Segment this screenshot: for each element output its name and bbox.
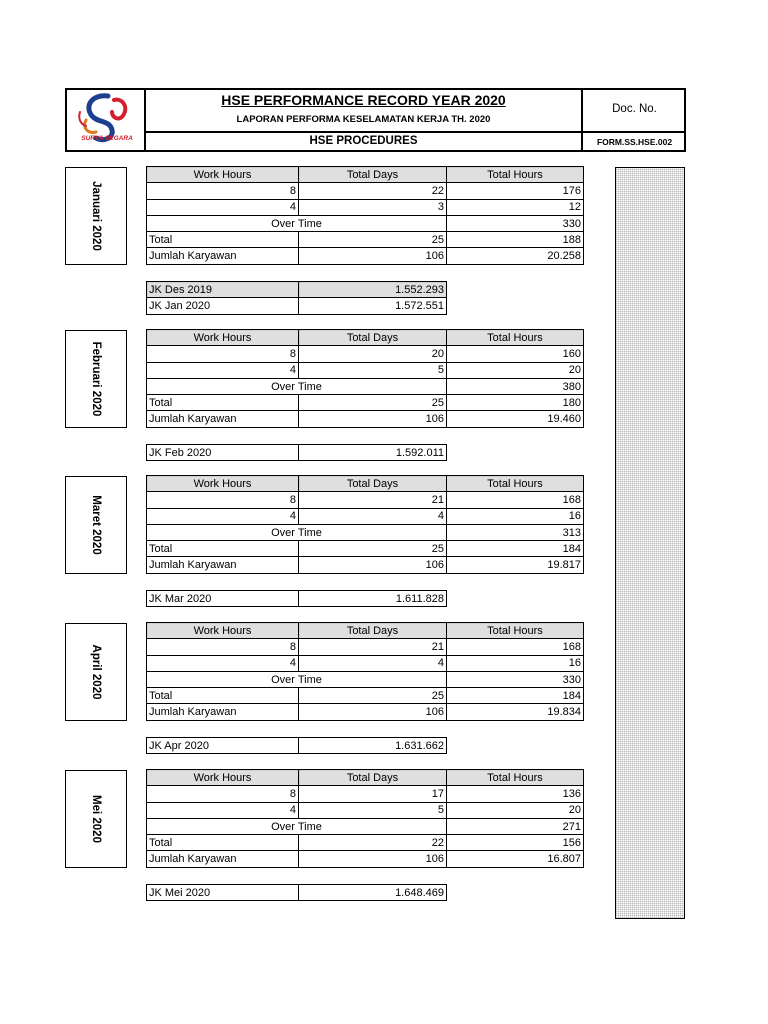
company-logo	[70, 90, 142, 148]
total-hours-value: 184	[447, 541, 584, 557]
total-days-value: 25	[299, 541, 447, 557]
total-row	[147, 688, 584, 704]
table-cell: 5	[299, 802, 447, 818]
table-header-row	[147, 623, 584, 639]
table-cell: 5	[299, 362, 447, 378]
month-label-box	[65, 330, 127, 428]
column-header: Work Hours	[147, 330, 299, 346]
table-cell: 17	[299, 786, 447, 802]
over-time-value: 313	[447, 524, 584, 540]
table-cell: 4	[147, 655, 299, 671]
jk-table	[146, 737, 447, 754]
jk-row	[147, 298, 447, 314]
jk-table	[146, 884, 447, 901]
employees-count: 106	[299, 557, 447, 573]
table-row	[147, 655, 584, 671]
jk-label: JK Apr 2020	[147, 738, 299, 754]
over-time-label: Over Time	[147, 378, 447, 394]
column-header: Work Hours	[147, 167, 299, 183]
jk-value: 1.572.551	[299, 298, 447, 314]
over-time-label: Over Time	[147, 818, 447, 834]
table-cell: 8	[147, 639, 299, 655]
table-cell: 16	[447, 508, 584, 524]
hours-table	[146, 166, 584, 265]
total-days-value: 25	[299, 232, 447, 248]
month-label-box	[65, 623, 127, 721]
table-cell: 168	[447, 492, 584, 508]
table-header-row	[147, 770, 584, 786]
column-header: Total Hours	[447, 770, 584, 786]
total-label: Total	[147, 232, 299, 248]
employees-row	[147, 248, 584, 264]
page-subtitle: LAPORAN PERFORMA KESELAMATAN KERJA TH. 2020	[236, 114, 491, 125]
total-days-value: 22	[299, 835, 447, 851]
column-header: Total Hours	[447, 623, 584, 639]
form-number: FORM.SS.HSE.002	[596, 137, 673, 147]
table-cell: 20	[447, 802, 584, 818]
month-label: Januari 2020	[90, 181, 102, 251]
jk-label: JK Mei 2020	[147, 885, 299, 901]
employee-hours-value: 19.834	[447, 704, 584, 720]
employees-count: 106	[299, 704, 447, 720]
table-cell: 20	[299, 346, 447, 362]
total-hours-value: 180	[447, 395, 584, 411]
employees-row	[147, 411, 584, 427]
jk-label: JK Des 2019	[147, 282, 299, 298]
over-time-row	[147, 378, 584, 394]
table-row	[147, 786, 584, 802]
over-time-value: 330	[447, 671, 584, 687]
table-cell: 8	[147, 346, 299, 362]
table-cell: 4	[147, 199, 299, 215]
side-shaded-column	[615, 167, 685, 919]
hours-table	[146, 475, 584, 574]
table-cell: 21	[299, 639, 447, 655]
total-label: Total	[147, 541, 299, 557]
employees-label: Jumlah Karyawan	[147, 557, 299, 573]
over-time-row	[147, 671, 584, 687]
jk-row	[147, 591, 447, 607]
employees-count: 106	[299, 411, 447, 427]
table-cell: 20	[447, 362, 584, 378]
employee-hours-value: 20.258	[447, 248, 584, 264]
total-row	[147, 541, 584, 557]
employees-label: Jumlah Karyawan	[147, 248, 299, 264]
table-row	[147, 802, 584, 818]
table-cell: 22	[299, 183, 447, 199]
over-time-row	[147, 215, 584, 231]
total-hours-value: 188	[447, 232, 584, 248]
jk-table	[146, 590, 447, 607]
month-label-box	[65, 167, 127, 265]
over-time-value: 330	[447, 215, 584, 231]
over-time-value: 271	[447, 818, 584, 834]
table-row	[147, 183, 584, 199]
table-header-row	[147, 330, 584, 346]
table-cell: 4	[147, 802, 299, 818]
column-header: Total Days	[299, 330, 447, 346]
table-cell: 3	[299, 199, 447, 215]
table-cell: 8	[147, 492, 299, 508]
jk-value: 1.648.469	[299, 885, 447, 901]
table-cell: 176	[447, 183, 584, 199]
jk-value: 1.592.011	[299, 445, 447, 461]
month-label: Mei 2020	[90, 795, 102, 843]
header-divider	[145, 131, 686, 133]
table-cell: 16	[447, 655, 584, 671]
total-label: Total	[147, 395, 299, 411]
total-label: Total	[147, 688, 299, 704]
column-header: Total Hours	[447, 330, 584, 346]
over-time-label: Over Time	[147, 671, 447, 687]
table-cell: 21	[299, 492, 447, 508]
table-cell: 136	[447, 786, 584, 802]
logo-text: SURYA SEGARA	[81, 135, 133, 142]
total-days-value: 25	[299, 688, 447, 704]
table-cell: 4	[299, 508, 447, 524]
jk-row	[147, 282, 447, 298]
column-header: Total Days	[299, 476, 447, 492]
table-row	[147, 346, 584, 362]
column-header: Total Hours	[447, 167, 584, 183]
hours-table	[146, 622, 584, 721]
total-row	[147, 835, 584, 851]
table-cell: 8	[147, 786, 299, 802]
column-header: Total Days	[299, 167, 447, 183]
table-cell: 12	[447, 199, 584, 215]
column-header: Work Hours	[147, 770, 299, 786]
table-row	[147, 639, 584, 655]
procedures-label: HSE PROCEDURES	[309, 135, 418, 147]
jk-label: JK Mar 2020	[147, 591, 299, 607]
table-cell: 4	[299, 655, 447, 671]
over-time-label: Over Time	[147, 215, 447, 231]
total-hours-value: 156	[447, 835, 584, 851]
employee-hours-value: 19.460	[447, 411, 584, 427]
month-label-box	[65, 476, 127, 574]
jk-table	[146, 444, 447, 461]
employee-hours-value: 16.807	[447, 851, 584, 867]
table-header-row	[147, 476, 584, 492]
table-row	[147, 508, 584, 524]
month-label: Maret 2020	[90, 495, 102, 555]
total-row	[147, 232, 584, 248]
table-cell: 4	[147, 508, 299, 524]
jk-row	[147, 738, 447, 754]
jk-label: JK Feb 2020	[147, 445, 299, 461]
employees-row	[147, 557, 584, 573]
jk-row	[147, 885, 447, 901]
over-time-row	[147, 524, 584, 540]
total-label: Total	[147, 835, 299, 851]
jk-row	[147, 445, 447, 461]
hours-table	[146, 769, 584, 868]
month-label-box	[65, 770, 127, 868]
hours-table	[146, 329, 584, 428]
month-label: April 2020	[90, 644, 102, 700]
jk-label: JK Jan 2020	[147, 298, 299, 314]
employees-label: Jumlah Karyawan	[147, 704, 299, 720]
employees-count: 106	[299, 851, 447, 867]
employees-label: Jumlah Karyawan	[147, 411, 299, 427]
table-cell: 8	[147, 183, 299, 199]
total-hours-value: 184	[447, 688, 584, 704]
page-title: HSE PERFORMANCE RECORD YEAR 2020	[221, 92, 506, 108]
jk-value: 1.552.293	[299, 282, 447, 298]
employees-row	[147, 851, 584, 867]
jk-value: 1.611.828	[299, 591, 447, 607]
table-cell: 4	[147, 362, 299, 378]
employees-label: Jumlah Karyawan	[147, 851, 299, 867]
column-header: Total Days	[299, 770, 447, 786]
employees-count: 106	[299, 248, 447, 264]
table-cell: 160	[447, 346, 584, 362]
jk-value: 1.631.662	[299, 738, 447, 754]
table-cell: 168	[447, 639, 584, 655]
over-time-row	[147, 818, 584, 834]
column-header: Work Hours	[147, 476, 299, 492]
employees-row	[147, 704, 584, 720]
total-days-value: 25	[299, 395, 447, 411]
column-header: Work Hours	[147, 623, 299, 639]
over-time-label: Over Time	[147, 524, 447, 540]
table-header-row	[147, 167, 584, 183]
table-row	[147, 199, 584, 215]
over-time-value: 380	[447, 378, 584, 394]
table-row	[147, 492, 584, 508]
jk-table	[146, 281, 447, 315]
month-label: Februari 2020	[90, 341, 102, 417]
column-header: Total Days	[299, 623, 447, 639]
total-row	[147, 395, 584, 411]
column-header: Total Hours	[447, 476, 584, 492]
doc-no-label: Doc. No.	[612, 103, 657, 115]
table-row	[147, 362, 584, 378]
employee-hours-value: 19.817	[447, 557, 584, 573]
